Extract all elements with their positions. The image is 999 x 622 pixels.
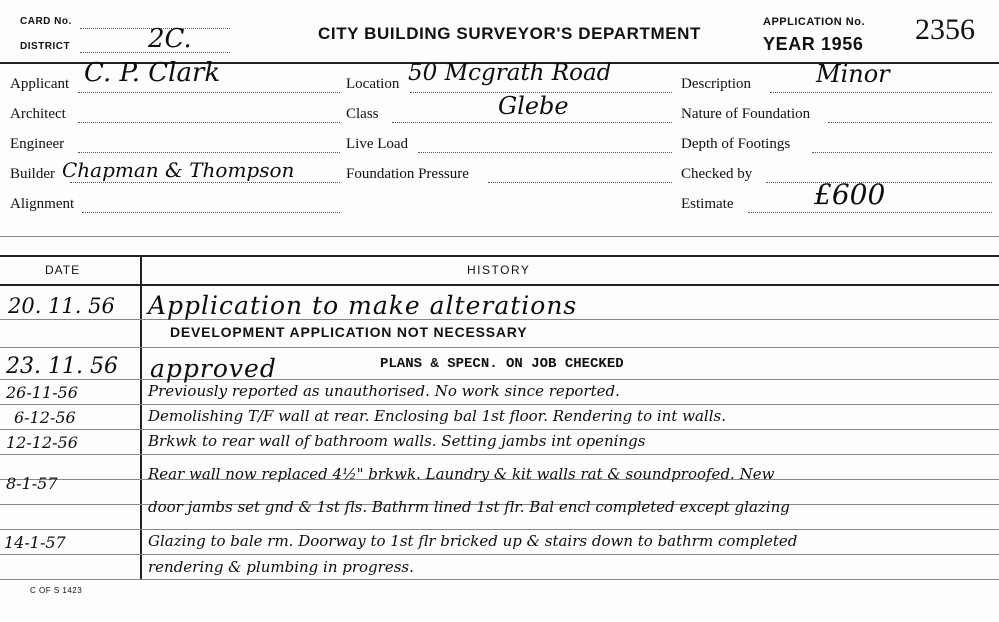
history-entry: rendering & plumbing in progress.	[148, 558, 414, 576]
location-value: 50 Mcgrath Road	[408, 60, 612, 86]
row-line	[0, 429, 999, 430]
engineer-label: Engineer	[10, 136, 65, 152]
description-value: Minor	[816, 60, 890, 88]
history-entry: Rear wall now replaced 4½" brkwk. Laundry & kit walls rat & soundproofed. New	[148, 465, 775, 483]
checked-by-label: Checked by	[681, 166, 753, 182]
history-entry: Previously reported as unauthorised. No work since reported.	[148, 382, 620, 400]
applicant-line	[78, 92, 340, 93]
nature-of-foundation-line	[828, 122, 992, 123]
guide-line	[0, 236, 999, 237]
engineer-line	[78, 152, 340, 153]
description-line	[770, 92, 992, 93]
depth-of-footings-label: Depth of Footings	[681, 136, 791, 152]
history-entry: door jambs set gnd & 1st fls. Bathrm lined 1st flr. Bal encl completed except glazing	[148, 498, 790, 516]
row-line	[0, 404, 999, 405]
application-number: 2356	[915, 13, 975, 46]
nature-of-foundation-label: Nature of Foundation	[681, 106, 811, 122]
builder-value: Chapman & Thompson	[62, 158, 295, 182]
estimate-label: Estimate	[681, 196, 734, 212]
history-date: 6-12-56	[14, 408, 76, 427]
date-column-divider	[140, 257, 142, 579]
card-no-label: CARD No.	[20, 16, 72, 27]
builder-label: Builder	[10, 166, 55, 182]
applicant-label: Applicant	[10, 76, 70, 92]
history-date: 12-12-56	[6, 433, 78, 452]
history-entry: Application to make alterations	[148, 291, 578, 320]
description-label: Description	[681, 76, 751, 92]
alignment-label: Alignment	[10, 196, 75, 212]
row-line	[0, 454, 999, 455]
location-label: Location	[346, 76, 400, 92]
applicant-value: C. P. Clark	[84, 58, 221, 88]
depth-of-footings-line	[812, 152, 992, 153]
class-line	[392, 122, 672, 123]
history-header: HISTORY	[467, 263, 531, 277]
application-no-label: APPLICATION No.	[763, 16, 866, 28]
history-top-rule	[0, 255, 999, 257]
department-title: CITY BUILDING SURVEYOR'S DEPARTMENT	[318, 24, 702, 43]
alignment-line	[82, 212, 340, 213]
history-entry: approved	[150, 354, 277, 383]
district-value: 2C.	[148, 24, 192, 54]
row-line	[0, 347, 999, 348]
class-label: Class	[346, 106, 379, 122]
development-stamp: DEVELOPMENT APPLICATION NOT NECESSARY	[170, 324, 528, 340]
estimate-value: £600	[814, 178, 886, 211]
history-date: 20. 11. 56	[8, 294, 115, 318]
year-label: YEAR 1956	[763, 34, 864, 54]
history-date: 26-11-56	[6, 383, 78, 402]
foundation-pressure-label: Foundation Pressure	[346, 166, 469, 182]
architect-line	[78, 122, 340, 123]
estimate-line	[748, 212, 992, 213]
foundation-pressure-line	[488, 182, 672, 183]
history-entry: Brkwk to rear wall of bathroom walls. Setting jambs int openings	[148, 432, 646, 450]
builder-line	[70, 182, 340, 183]
live-load-label: Live Load	[346, 136, 409, 152]
history-header-rule	[0, 284, 999, 286]
date-header: DATE	[45, 263, 81, 277]
history-date: 8-1-57	[6, 474, 58, 493]
plans-checked-stamp: PLANS & SPECN. ON JOB CHECKED	[380, 356, 624, 372]
history-entry: Demolishing T/F wall at rear. Enclosing bal 1st floor. Rendering to int walls.	[148, 407, 726, 425]
row-line	[0, 529, 999, 530]
history-date: 23. 11. 56	[6, 354, 118, 379]
district-label: DISTRICT	[20, 41, 71, 52]
history-entry: Glazing to bale rm. Doorway to 1st flr bricked up & stairs down to bathrm completed	[148, 532, 798, 550]
live-load-line	[418, 152, 672, 153]
architect-label: Architect	[10, 106, 66, 122]
row-line	[0, 579, 999, 580]
form-code: C OF S 1423	[30, 586, 83, 595]
class-value: Glebe	[498, 92, 569, 120]
row-line	[0, 554, 999, 555]
history-date: 14-1-57	[4, 533, 66, 552]
